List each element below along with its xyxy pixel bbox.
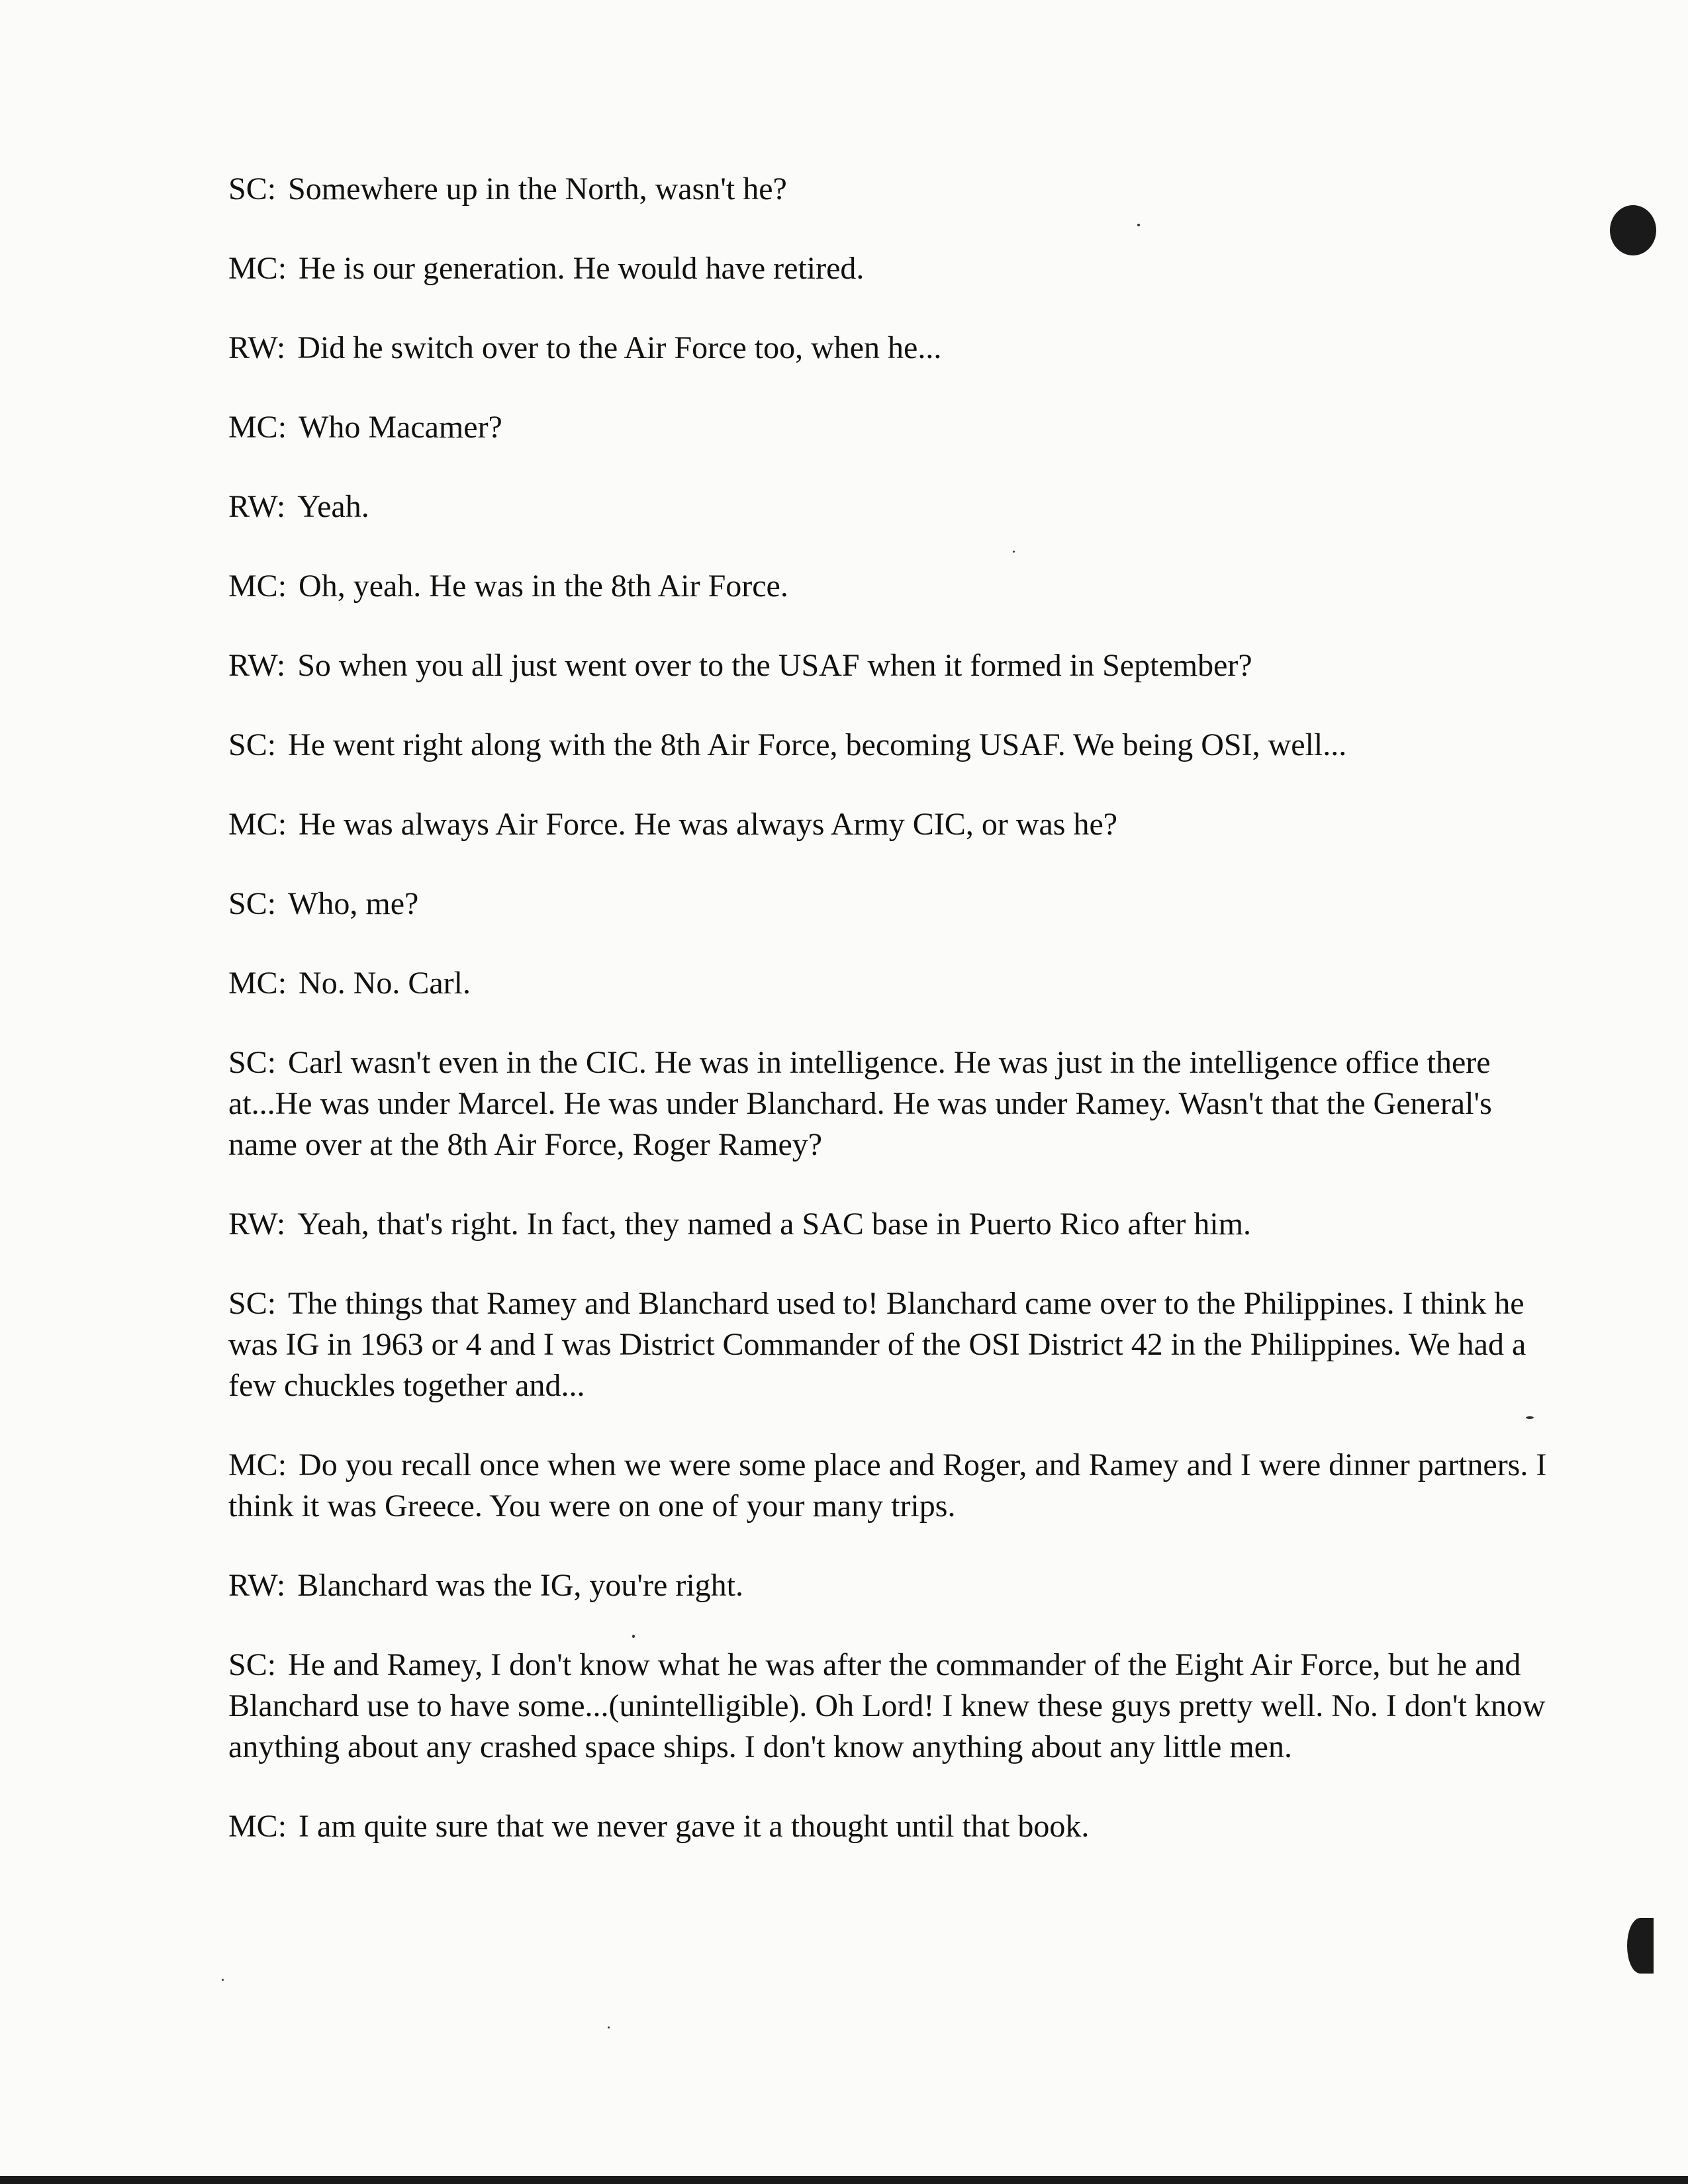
turn-text: He and Ramey, I don't know what he was after the commander of the Eight Air Force, but he and Blanchard use to have some...(unintelligible). Oh Lord! I knew these guys pretty well. No. I don't know anything about any crashed space ships. I don't know anything about any little men. <box>228 1647 1546 1764</box>
speaker-label: RW: <box>228 648 286 683</box>
turn-text: Who Macamer? <box>299 410 502 445</box>
transcript-turn <box>228 1645 1559 1768</box>
turn-text: Blanchard was the IG, you're right. <box>297 1568 744 1603</box>
transcript-turn <box>228 963 1559 1004</box>
turn-text: The things that Ramey and Blanchard used to! Blanchard came over to the Philippines. I think he was IG in 1963 or 4 and I was District Commander of the OSI District 42 in the Philippines. We had a few chuckles together and... <box>228 1286 1526 1403</box>
scan-speck <box>222 1979 224 1981</box>
scan-speck <box>608 2026 610 2028</box>
speaker-label: MC: <box>228 569 287 604</box>
transcript-turn <box>228 1204 1559 1245</box>
transcript-turn <box>228 169 1559 210</box>
speaker-label: RW: <box>228 330 286 365</box>
transcript-turn <box>228 1445 1559 1527</box>
transcript-turn <box>228 486 1559 527</box>
transcript-turn <box>228 1283 1559 1406</box>
transcript-turn <box>228 1806 1559 1847</box>
speaker-label: SC: <box>228 1286 277 1321</box>
transcript-turn <box>228 1565 1559 1606</box>
turn-text: So when you all just went over to the USAF when it formed in September? <box>297 648 1252 683</box>
turn-text: Yeah, that's right. In fact, they named a SAC base in Puerto Rico after him. <box>297 1206 1252 1242</box>
speaker-label: RW: <box>228 1206 286 1242</box>
turn-text: Carl wasn't even in the CIC. He was in intelligence. He was just in the intelligence office there at...He was under Marcel. He was under Blanchard. He was under Ramey. Wasn't that the General's name over at the 8th Air Force, Roger Ramey? <box>228 1045 1492 1162</box>
speaker-label: SC: <box>228 171 277 206</box>
turn-text: Do you recall once when we were some place and Roger, and Ramey and I were dinner partners. I think it was Greece. You were on one of your many trips. <box>228 1447 1547 1524</box>
transcript-turn <box>228 884 1559 925</box>
speaker-label: MC: <box>228 1447 287 1482</box>
punch-hole-bottom <box>1627 1918 1654 1974</box>
transcript-turn <box>228 1042 1559 1165</box>
turn-text: He went right along with the 8th Air Force, becoming USAF. We being OSI, well... <box>288 727 1347 762</box>
transcript-turn <box>228 248 1559 289</box>
turn-text: Did he switch over to the Air Force too, when he... <box>297 330 942 365</box>
transcript-turn <box>228 328 1559 369</box>
turn-text: He was always Air Force. He was always Army CIC, or was he? <box>299 807 1118 842</box>
speaker-label: SC: <box>228 1045 277 1080</box>
speaker-label: RW: <box>228 489 286 524</box>
transcript-turn <box>228 804 1559 845</box>
speaker-label: SC: <box>228 1647 277 1682</box>
transcript-turn <box>228 725 1559 766</box>
turn-text: He is our generation. He would have retired. <box>299 251 865 286</box>
transcript-turn <box>228 566 1559 607</box>
transcript <box>228 169 1559 1886</box>
speaker-label: SC: <box>228 727 277 762</box>
speaker-label: MC: <box>228 966 287 1001</box>
turn-text: No. No. Carl. <box>299 966 471 1001</box>
turn-text: Who, me? <box>288 886 419 921</box>
speaker-label: MC: <box>228 1809 287 1844</box>
speaker-label: MC: <box>228 410 287 445</box>
turn-text: Yeah. <box>297 489 369 524</box>
turn-text: Oh, yeah. He was in the 8th Air Force. <box>299 569 788 604</box>
punch-hole-top <box>1610 205 1656 255</box>
turn-text: I am quite sure that we never gave it a thought until that book. <box>299 1809 1090 1844</box>
speaker-label: MC: <box>228 251 287 286</box>
transcript-turn <box>228 407 1559 448</box>
turn-text: Somewhere up in the North, wasn't he? <box>288 171 787 206</box>
scan-bottom-edge <box>0 2176 1688 2184</box>
transcript-turn <box>228 645 1559 686</box>
speaker-label: SC: <box>228 886 277 921</box>
speaker-label: MC: <box>228 807 287 842</box>
speaker-label: RW: <box>228 1568 286 1603</box>
